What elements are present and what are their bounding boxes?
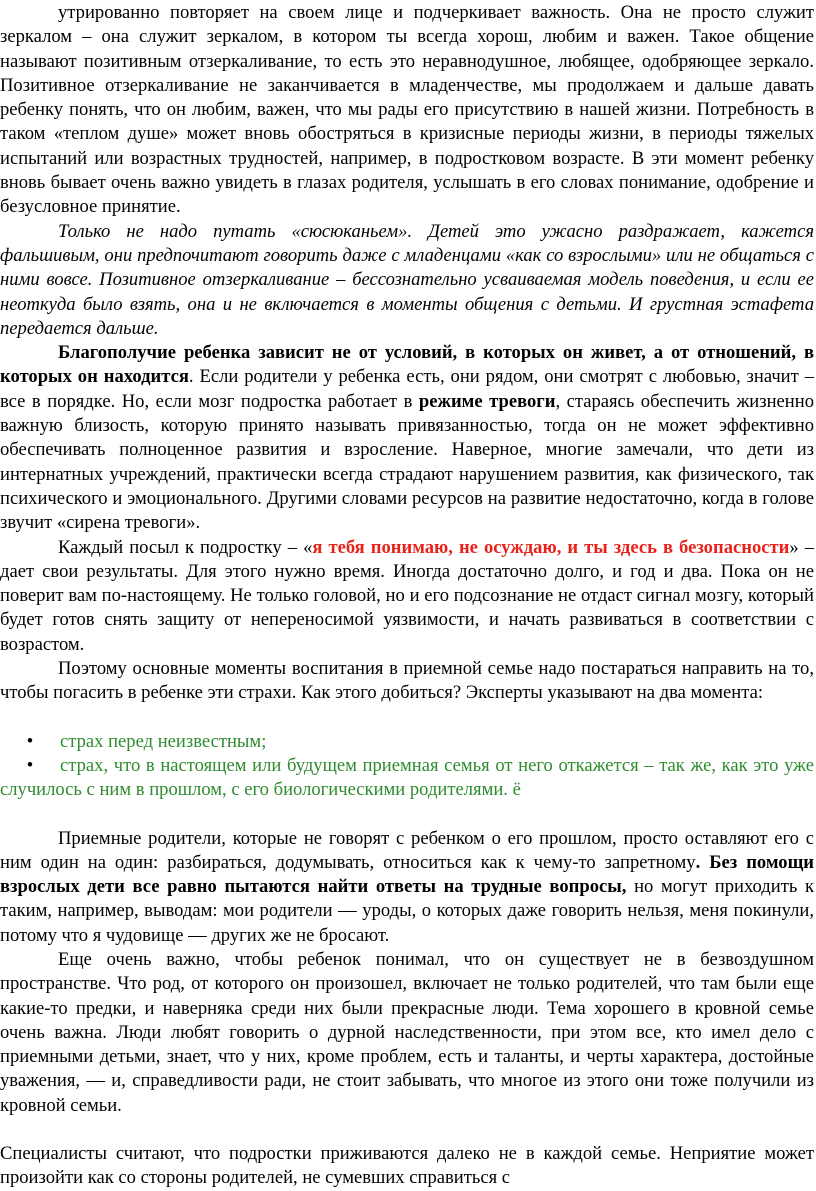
paragraph-text: утрированно повторяет на своем лице и подчеркивает важность. Она не просто служит зеркалом – она служит зеркалом, в котором ты всегда хорош, любим и важен. Такое общение называют позитивным отзеркаливание, то есть это неравнодушное, любящее, одобряющее зеркало. Позитивное отзеркаливание не заканчивается в младенчестве, мы продолжаем и дальше давать ребенку понять, что он любим, важен, что мы рады его присутствию в нашей жизни. Потребность в таком «теплом душе» может вновь обостряться в кризисные периоды жизни, в периоды тяжелых испытаний или возрастных трудностей, например, в подростковом возрасте. В эти момент ребенку вновь бывает очень важно увидеть в глазах родителя, услышать в его словах понимание, одобрение и безусловное принятие. <box>0 2 814 218</box>
list-item-text: страх, что в настоящем или будущем приемная семья от него откажется – так же, как это уже случилось с ним в прошлом, с его биологическими родителями. ё <box>0 754 814 801</box>
paragraph-text: Каждый посыл к подростку – « <box>58 536 313 558</box>
paragraph-message <box>0 536 814 657</box>
list-item <box>0 730 814 754</box>
paragraph-text: Специалисты считают, что подростки приживаются далеко не в каждой семье. Неприятие может произойти как со стороны родителей, не сумевших справиться с <box>0 1143 814 1189</box>
spacer <box>0 1118 814 1142</box>
fears-list <box>0 730 814 803</box>
paragraph-text: Еще очень важно, чтобы ребенок понимал, что он существует не в безвоздушном пространстве. Что род, от которого он произошел, включает не только родителей, что там были еще какие-то предки, и наверняка среди них были прекрасные люди. Тема хорошего в кровной семье очень важна. Люди любят говорить о дурной наследственности, при этом все, кто имел дело с приемными детьми, знает, что у них, кроме проблем, есть и таланты, и черты характера, достойные уважения, — и, справедливости ради, не стоит забывать, что многое из этого они тоже получили из кровной семьи. <box>0 948 814 1116</box>
spacer <box>0 706 814 730</box>
paragraph-text: . Если родители у ребенка есть, они рядом, они смотрят с любовью, значит – все в порядке. Но, если мозг подростка работает в <box>0 366 814 412</box>
list-item <box>0 754 814 803</box>
paragraph-text: Поэтому основные моменты воспитания в приемной семье надо постараться направить на то, чтобы погасить в ребенке эти страхи. Как этого добиться? Эксперты указывают на два момента: <box>0 658 814 704</box>
paragraph-italic-note <box>0 220 814 341</box>
paragraph-kin-family <box>0 948 814 1118</box>
bold-statement: Благополучие ребенка зависит не от условий, в которых он живет, а от отношений, в которых он находится <box>0 342 814 388</box>
paragraph-fears-intro <box>0 657 814 706</box>
bullet-icon: • <box>26 730 34 752</box>
bold-statement: . Без помощи взрослых дети все равно пытаются найти ответы на трудные вопросы, <box>0 851 814 898</box>
paragraph-text: но могут приходить к таким, например, выводам: мои родители — уроды, о которых даже говорить нельзя, меня покинули, потому что я чудовище — других же не бросают. <box>0 876 814 946</box>
document-page <box>0 1 816 1189</box>
paragraph-text: Приемные родители, которые не говорят с ребенком о его прошлом, просто оставляют его с ним один на один: разбираться, додумывать, относиться как к чему-то запретному <box>0 827 814 873</box>
bold-term-anxiety-mode: режиме тревоги <box>418 390 556 412</box>
bullet-icon: • <box>26 754 34 776</box>
spacer <box>0 803 814 827</box>
paragraph-past-silence <box>0 827 814 948</box>
paragraph-text: , стараясь обеспечить жизненно важную близость, которую принято называть привязанностью, тогда он не может эффективно обеспечивать полноценное развития и взросление. Наверное, многие замечали, что дети из интернатных учреждений, практически всегда страдают нарушением развития, как физического, так психического и эмоционального. Другими словами ресурсов на развитие недостаточно, когда в голове звучит «сирена тревоги». <box>0 390 814 534</box>
paragraph-mirroring <box>0 1 814 220</box>
list-item-text: страх перед неизвестным; <box>60 730 267 752</box>
paragraph-text: » – дает свои результаты. Для этого нужно время. Иногда достаточно долго, и год и два. Пока он не поверит вам по-настоящему. Не только головой, но и его подсознание не отдаст сигнал мозгу, который будет готов снять защиту от непереносимой уязвимости, и начать развиваться в соответствии с возрастом. <box>0 536 814 655</box>
paragraph-specialists <box>0 1142 814 1191</box>
paragraph-text: Только не надо путать «сюсюканьем». Детей это ужасно раздражает, кажется фальшивым, они предпочитают говорить даже с младенцами «как со взрослыми» или не общаться с ними вовсе. Позитивное отзеркаливание – бессознательно усваиваемая модель поведения, и если ее неоткуда было взять, она и не включается в моменты общения с детьми. И грустная эстафета передается дальше. <box>0 220 814 339</box>
red-emphasis-quote: я тебя понимаю, не осуждаю, и ты здесь в безопасности <box>312 536 790 558</box>
paragraph-wellbeing <box>0 341 814 535</box>
